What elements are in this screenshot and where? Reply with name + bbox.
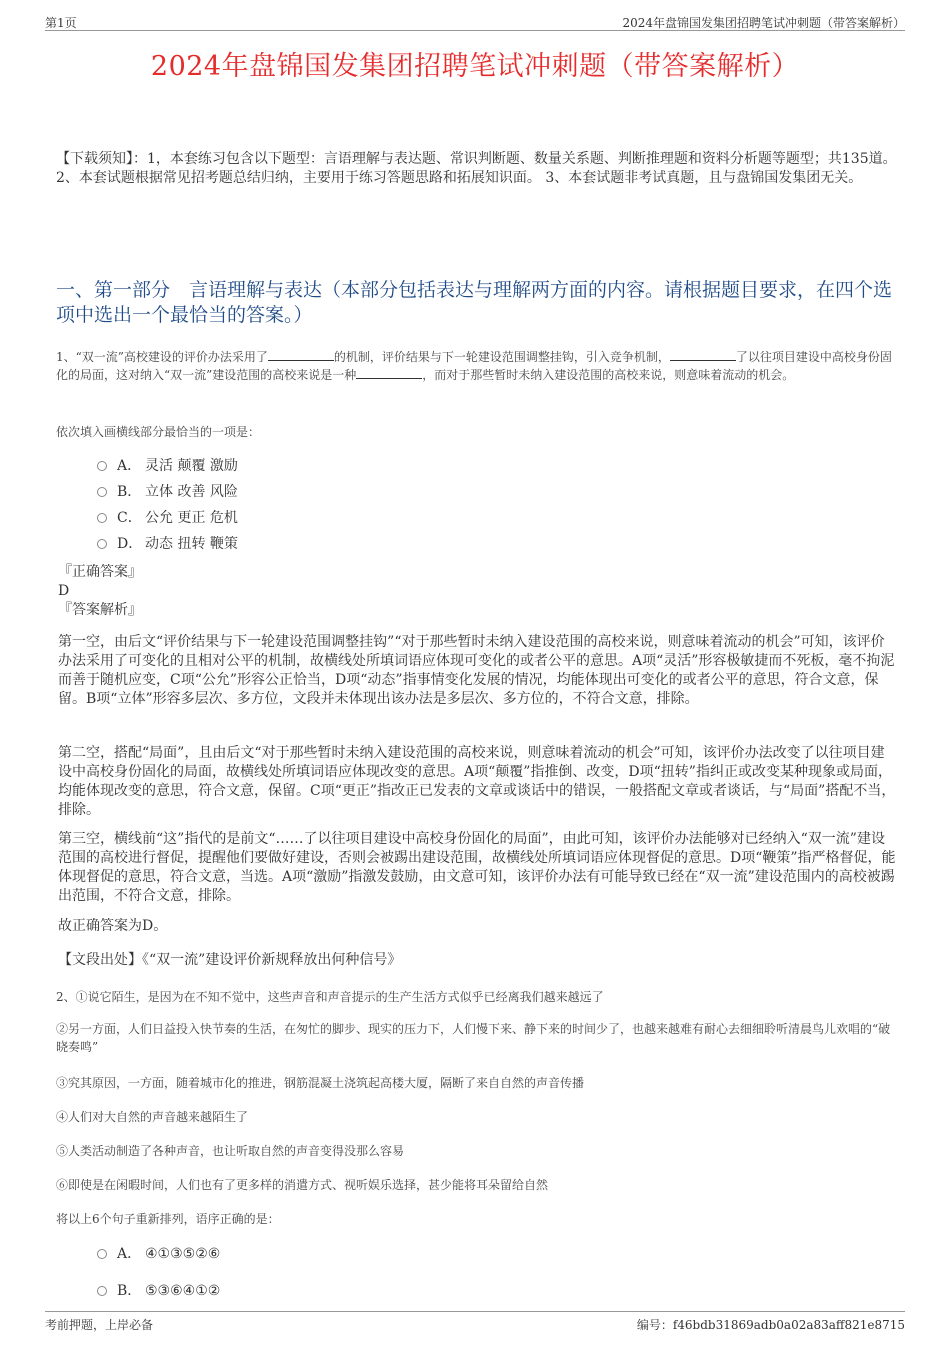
section-heading: 一、第一部分 言语理解与表达（本部分包括表达与理解两方面的内容。请根据题目要求，在四个选项中选出一个最恰当的答案。） [56,279,893,326]
document-title: 2024年盘锦国发集团招聘笔试冲刺题（带答案解析） [150,51,800,82]
q1-option-b[interactable]: B． 立体 改善 风险 [97,483,238,501]
q1-option-d[interactable]: D． 动态 扭转 鞭策 [97,535,238,553]
download-notice: 【下载须知】：1，本套练习包含以下题型：言语理解与表达题、常识判断题、数量关系题、判断推理题和资料分析题等题型；共135道。 2、本套试题根据常见招考题总结归纳，主要用于练习答题思路和拓展知识面。 3、本套试题非考试真题，且与盘锦国发集团无关。 [56,151,897,186]
question-1-part-2: 的机制，评价结果与下一轮建设范围调整挂钩，引入竞争机制， [333,350,670,364]
radio-icon[interactable] [97,1286,107,1296]
question-1-prompt: 依次填入画横线部分最恰当的一项是： [56,425,261,439]
question-1-part-1: 1、“双一流”高校建设的评价办法采用了 [56,350,268,364]
page-header [45,0,905,31]
radio-icon[interactable] [97,539,107,549]
analysis-conclusion: 故正确答案为D。 [58,918,168,934]
question-2-sentence: ③究其原因，一方面，随着城市化的推进，钢筋混凝土浇筑起高楼大厦，隔断了来自自然的声音传播 [56,1076,585,1090]
question-2-sentence: 2、①说它陌生，是因为在不知不觉中，这些声音和声音提示的生产生活方式似乎已经离我们越来越远了 [56,990,604,1004]
q1-option-a[interactable]: A． 灵活 颠覆 激励 [97,457,238,475]
answer-blank-1 [268,348,334,361]
question-2-sentence: ⑥即使是在闲暇时间，人们也有了更多样的消遣方式、视听娱乐选择，甚少能将耳朵留给自然 [56,1178,549,1192]
radio-icon[interactable] [97,461,107,471]
q2-option-a[interactable]: A． ④①③⑤②⑥ [97,1245,220,1263]
question-2-sentence: ④人们对大自然的声音越来越陌生了 [56,1110,249,1124]
question-2-sentence: ⑤人类活动制造了各种声音，也让听取自然的声音变得没那么容易 [56,1144,405,1158]
document-code: 编号：f46bdb31869adb0a02a83aff821e8715 [636,1318,905,1332]
radio-icon[interactable] [97,513,107,523]
question-1-part-3: 了以往项目建设中高校身份固化的局面，这对纳入“双一流”建设范围的高校来说是一种 [56,350,892,382]
analysis-label: 『答案解析』 [58,602,142,618]
footer-slogan: 考前押题，上岸必备 [45,1318,154,1332]
question-2-sentence: ②另一方面，人们日益投入快节奏的生活，在匆忙的脚步、现实的压力下，人们慢下来、静下来的时间少了，也越来越难有耐心去细细聆听清晨鸟儿欢唱的“破晓奏鸣” [56,1022,891,1054]
question-1-stem [56,348,898,384]
source-note: 【文段出处】《“双一流”建设评价新规释放出何种信号》 [58,952,402,968]
correct-answer-label: 『正确答案』 [58,564,142,580]
answer-blank-3 [356,366,422,379]
question-2-prompt: 将以上6个句子重新排列，语序正确的是： [56,1212,280,1226]
analysis-paragraph: 第二空，搭配“局面”，且由后文“对于那些暂时未纳入建设范围的高校来说，则意味着流动的机会”可知，该评价办法改变了以往项目建设中高校身份固化的局面，故横线处所填词语应体现改变的意思。A项“颠覆”指推倒、改变，D项“扭转”指纠正或改变某种现象或局面，均能体现改变的意思，符合文意，保留。C项“更正”指改正已发表的文章或谈话中的错误，一般搭配文章或者谈话，与“局面”搭配不当，排除。 [58,745,896,818]
radio-icon[interactable] [97,487,107,497]
answer-blank-2 [670,348,736,361]
correct-answer-value: D [58,583,70,599]
analysis-paragraph: 第三空，横线前“这”指代的是前文“……了以往项目建设中高校身份固化的局面”，由此可知，该评价办法能够对已经纳入“双一流”建设范围的高校进行督促，提醒他们要做好建设，否则会被踢出建设范围，故横线处所填词语应体现督促的意思。D项“鞭策”指严格督促，能体现督促的意思，符合文意，当选。A项“激励”指激发鼓励，由文意可知，该评价办法有可能导致已经在“双一流”建设范围内的高校被踢出范围，不符合文意，排除。 [58,831,896,904]
header-doc-title: 2024年盘锦国发集团招聘笔试冲刺题（带答案解析） [622,16,905,30]
radio-icon[interactable] [97,1249,107,1259]
question-1-part-4: ，而对于那些暂时未纳入建设范围的高校来说，则意味着流动的机会。 [422,368,795,382]
analysis-paragraph: 第一空，由后文“评价结果与下一轮建设范围调整挂钩”“对于那些暂时未纳入建设范围的高校来说，则意味着流动的机会”可知，该评价办法采用了可变化的且相对公平的机制，故横线处所填词语应体现可变化的或者公平的意思。A项“灵活”形容极敏捷而不死板，毫不拘泥而善于随机应变，C项“公允”形容公正恰当，D项“动态”指事情变化发展的情况，均能体现出可变化的或者公平的意思，符合文意，保留。B项“立体”形容多层次、多方位，文段并未体现出该办法是多层次、多方位的，不符合文意，排除。 [58,634,895,707]
q1-option-c[interactable]: C． 公允 更正 危机 [97,509,238,527]
q2-option-b[interactable]: B． ⑤③⑥④①② [97,1282,220,1300]
page-footer [45,1311,905,1332]
page-number: 第1页 [45,16,77,30]
